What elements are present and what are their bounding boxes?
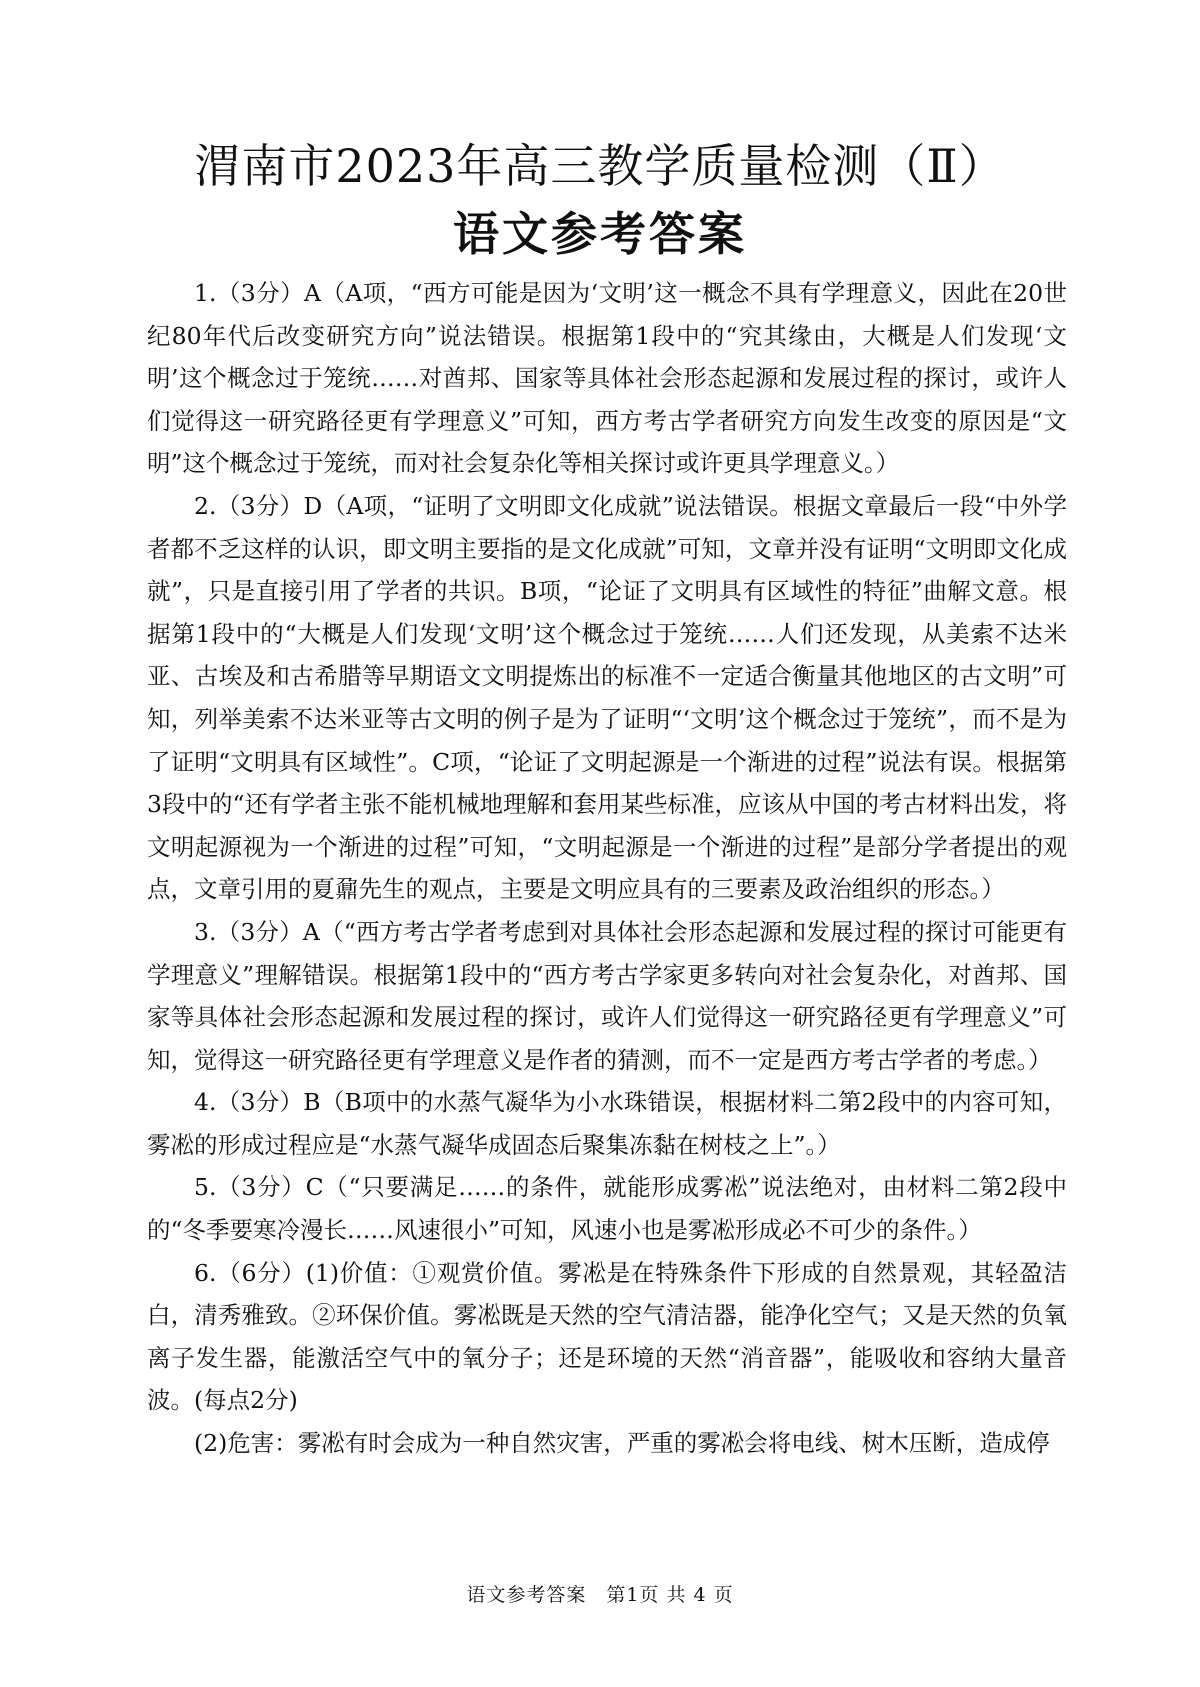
answer-paragraph: 5.（3分）C（“只要满足……的条件，就能形成雾凇”说法绝对，由材料二第2段中的“冬季要寒冷漫长……风速很小”可知，风速小也是雾凇形成必不可少的条件。）: [147, 1173, 1067, 1245]
answer-paragraph: 1.（3分）A（A项，“西方可能是因为‘文明’这一概念不具有学理意义，因此在20世纪80年代后改变研究方向”说法错误。根据第1段中的“究其缘由，大概是人们发现‘文明’这个概念过于笼统……对酋邦、国家等具体社会形态起源和发展过程的探讨，或许人们觉得这一研究路径更有学理意义”可知，西方考古学者研究方向发生改变的原因是“文明”这个概念过于笼统，而对社会复杂化等相关探讨或许更具学理意义。）: [147, 279, 1067, 478]
answer-paragraph: 3.（3分）A（“西方考古学者考虑到对具体社会形态起源和发展过程的探讨可能更有学理意义”理解错误。根据第1段中的“西方考古学家更多转向对社会复杂化，对酋邦、国家等具体社会形态起源和发展过程的探讨，或许人们觉得这一研究路径更有学理意义”可知，觉得这一研究路径更有学理意义是作者的猜测，而不一定是西方考古学者的考虑。）: [147, 917, 1067, 1074]
answer-key-subtitle: 语文参考答案: [453, 207, 747, 261]
answer-body: [147, 272, 1067, 1465]
answer-paragraph: (2)危害：雾凇有时会成为一种自然灾害，严重的雾凇会将电线、树木压断，造成停: [194, 1429, 1050, 1458]
answer-paragraph: 2.（3分）D（A项，“证明了文明即文化成就”说法错误。根据文章最后一段“中外学者都不乏这样的认识，即文明主要指的是文化成就”可知，文章并没有证明“文明即文化成就”，只是直接引用了学者的共识。B项，“论证了文明具有区域性的特征”曲解文意。根据第1段中的“大概是人们发现‘文明’这个概念过于笼统……人们还发现，从美索不达米亚、古埃及和古希腊等早期语文文明提炼出的标准不一定适合衡量其他地区的古文明”可知，列举美索不达米亚等古文明的例子是为了证明“‘文明’这个概念过于笼统”，而不是为了证明“文明具有区域性”。C项，“论证了文明起源是一个渐进的过程”说法有误。根据第3段中的“还有学者主张不能机械地理解和套用某些标准，应该从中国的考古材料出发，将文明起源视为一个渐进的过程”可知，“文明起源是一个渐进的过程”是部分学者提出的观点，文章引用的夏鼐先生的观点，主要是文明应具有的三要素及政治组织的形态。）: [147, 491, 1067, 904]
exam-title: 渭南市2023年高三教学质量检测（Ⅱ）: [194, 139, 1006, 193]
answer-paragraph: 4.（3分）B（B项中的水蒸气凝华为小水珠错误，根据材料二第2段中的内容可知，雾凇的形成过程应是“水蒸气凝华成固态后聚集冻黏在树枝之上”。）: [147, 1088, 1067, 1159]
answer-paragraph: 6.（6分）(1)价值：①观赏价值。雾凇是在特殊条件下形成的自然景观，其轻盈洁白，清秀雅致。②环保价值。雾凇既是天然的空气清洁器，能净化空气；又是天然的负氧离子发生器，能激活空气中的氧分子；还是环境的天然“消音器”，能吸收和容纳大量音波。(每点2分): [147, 1258, 1067, 1415]
page-footer: 语文参考答案 第1页 共 4 页: [466, 1584, 734, 1606]
